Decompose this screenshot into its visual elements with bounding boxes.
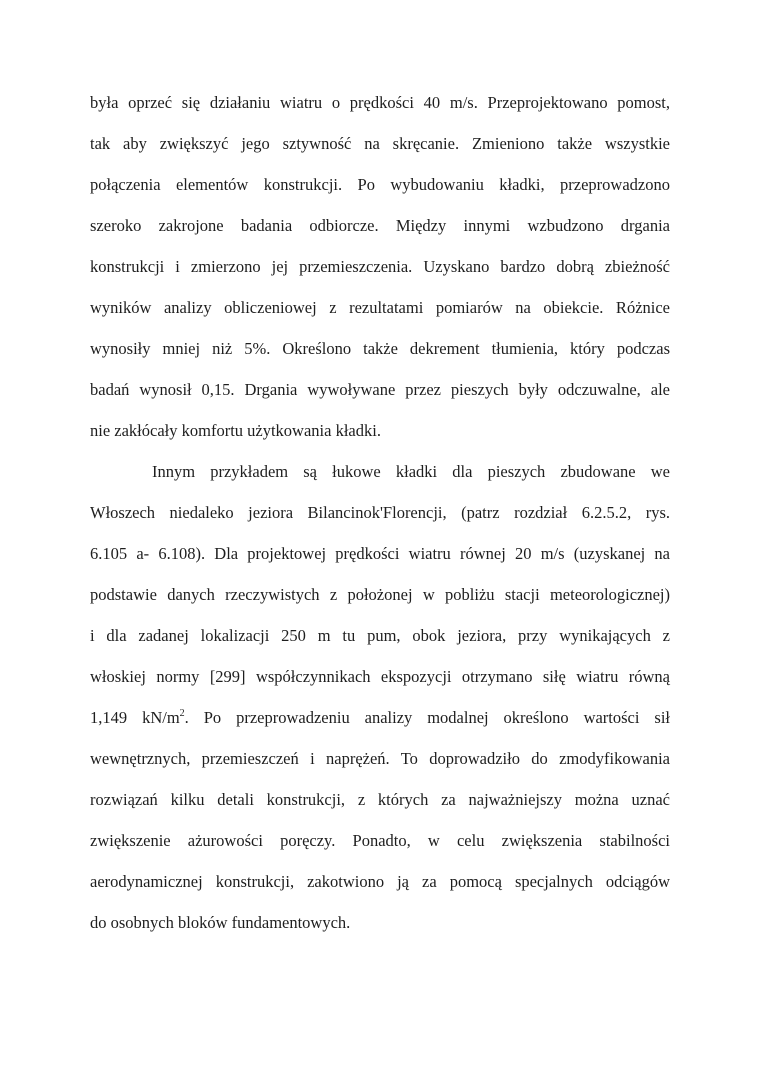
text-line: zwiększenie ażurowości poręczy. Ponadto, w celu zwiększenia stabilności [90, 831, 670, 850]
text-line: wyników analizy obliczeniowej z rezultatami pomiarów na obiekcie. Różnice [90, 298, 670, 317]
text-line: badań wynosił 0,15. Drgania wywoływane przez pieszych były odczuwalne, ale [90, 380, 670, 399]
text-line: Włoszech niedaleko jeziora Bilancinok'Florencji, (patrz rozdział 6.2.5.2, rys. [90, 503, 670, 522]
text-line: nie zakłócały komfortu użytkowania kładki. [90, 421, 381, 440]
text-run: 1,149 kN/m [90, 708, 180, 727]
paragraph-1 [90, 92, 670, 461]
text-line: konstrukcji i zmierzono jej przemieszczenia. Uzyskano bardzo dobrą zbieżność [90, 257, 670, 276]
text-line-with-superscript [90, 707, 670, 748]
text-line: połączenia elementów konstrukcji. Po wybudowaniu kładki, przeprowadzono [90, 175, 670, 194]
text-run: . Po przeprowadzeniu analizy modalnej określono wartości sił [184, 708, 670, 727]
paragraph-2 [90, 461, 670, 953]
text-line: szeroko zakrojone badania odbiorcze. Między innymi wzbudzono drgania [90, 216, 670, 235]
text-line: tak aby zwiększyć jego sztywność na skręcanie. Zmieniono także wszystkie [90, 134, 670, 153]
text-line: podstawie danych rzeczywistych z położonej w pobliżu stacji meteorologicznej) [90, 585, 670, 604]
text-line: rozwiązań kilku detali konstrukcji, z których za najważniejszy można uznać [90, 790, 670, 809]
text-line: wewnętrznych, przemieszczeń i naprężeń. To doprowadziło do zmodyfikowania [90, 749, 670, 768]
text-line: była oprzeć się działaniu wiatru o prędkości 40 m/s. Przeprojektowano pomost, [90, 93, 670, 112]
text-line: Innym przykładem są łukowe kładki dla pieszych zbudowane we [152, 462, 670, 481]
text-line: do osobnych bloków fundamentowych. [90, 913, 351, 932]
text-line: i dla zadanej lokalizacji 250 m tu pum, obok jeziora, przy wynikających z [90, 626, 670, 645]
text-line: aerodynamicznej konstrukcji, zakotwiono ją za pomocą specjalnych odciągów [90, 872, 670, 891]
text-line: 6.105 a- 6.108). Dla projektowej prędkości wiatru równej 20 m/s (uzyskanej na [90, 544, 670, 563]
superscript: 2 [179, 708, 185, 719]
text-line: włoskiej normy [299] współczynnikach ekspozycji otrzymano siłę wiatru równą [90, 667, 670, 686]
text-line: wynosiły mniej niż 5%. Określono także dekrement tłumienia, który podczas [90, 339, 670, 358]
body-text [90, 92, 670, 953]
